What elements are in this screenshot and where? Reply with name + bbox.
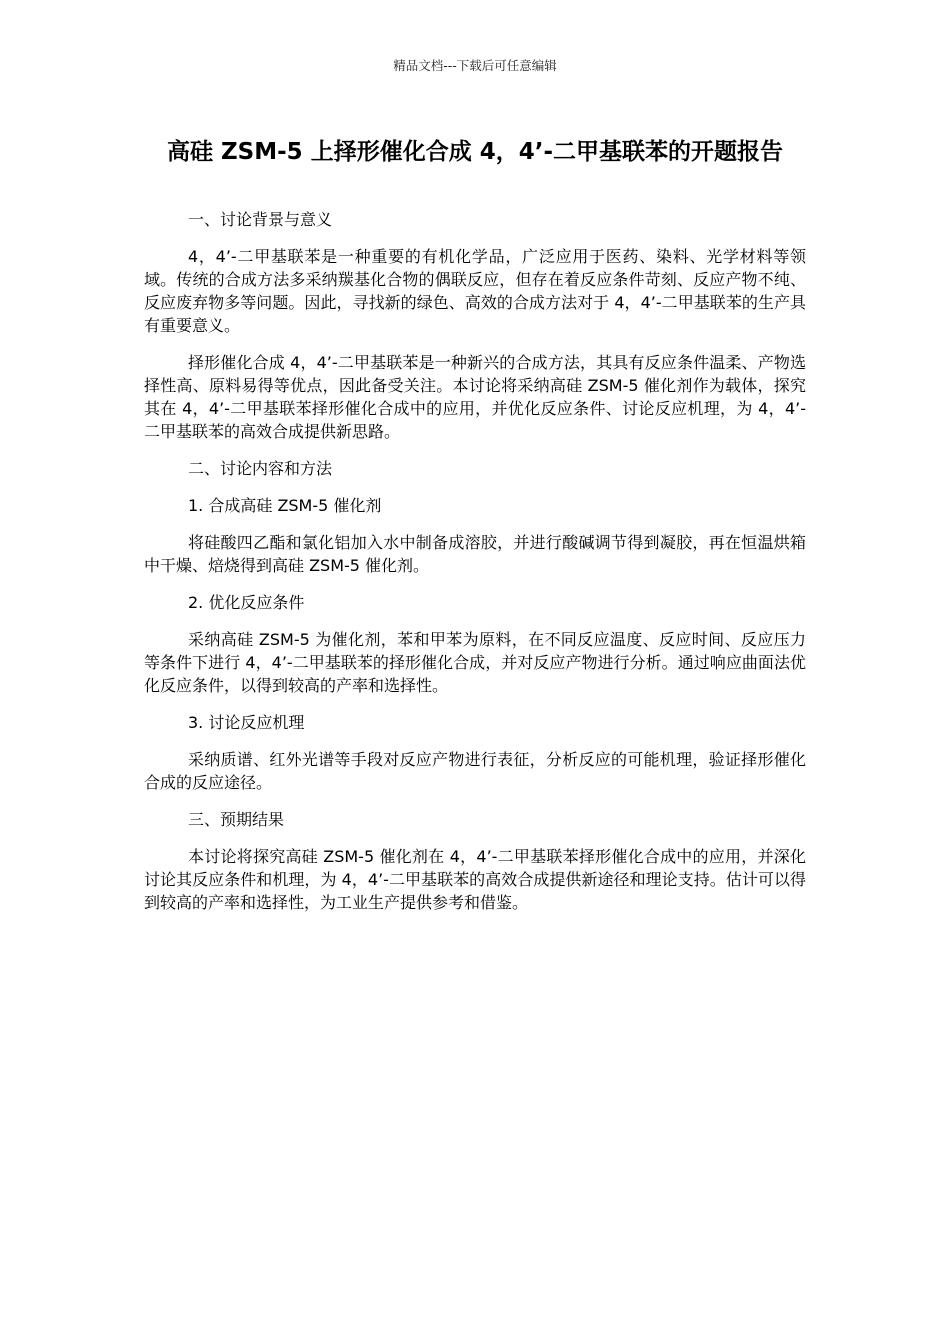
paragraph-expected-results: 本讨论将探究高硅 ZSM-5 催化剂在 4，4’-二甲基联苯择形催化合成中的应用，并深化讨论其反应条件和机理，为 4，4’-二甲基联苯的高效合成提供新途径和理论支持。估计可以得到较高的产率和选择性，为工业生产提供参考和借鉴。 <box>144 847 806 912</box>
paragraph-optimize-conditions: 采纳高硅 ZSM-5 为催化剂，苯和甲苯为原料，在不同反应温度、反应时间、反应压力等条件下进行 4，4’-二甲基联苯的择形催化合成，并对反应产物进行分析。通过响应曲面法优化反应条件，以得到较高的产率和选择性。 <box>144 630 806 695</box>
paragraph-background-1: 4，4’-二甲基联苯是一种重要的有机化学品，广泛应用于医药、染料、光学材料等领域。传统的合成方法多采纳羰基化合物的偶联反应，但存在着反应条件苛刻、反应产物不纯、反应废弃物多等问题。因此，寻找新的绿色、高效的合成方法对于 4，4’-二甲基联苯的生产具有重要意义。 <box>144 247 806 335</box>
document-body <box>144 208 806 928</box>
section-heading-expected-results: 三、预期结果 <box>188 810 285 829</box>
subheading-catalyst-synthesis: 1. 合成高硅 ZSM-5 催化剂 <box>188 496 382 515</box>
paragraph-catalyst-synthesis: 将硅酸四乙酯和氯化铝加入水中制备成溶胶，并进行酸碱调节得到凝胶，再在恒温烘箱中干燥、焙烧得到高硅 ZSM-5 催化剂。 <box>144 533 806 575</box>
subheading-optimize-conditions: 2. 优化反应条件 <box>188 593 305 612</box>
document-title: 高硅 ZSM-5 上择形催化合成 4，4’-二甲基联苯的开题报告 <box>167 139 783 165</box>
paragraph-reaction-mechanism: 采纳质谱、红外光谱等手段对反应产物进行表征，分析反应的可能机理，验证择形催化合成的反应途径。 <box>144 750 806 792</box>
page-header: 精品文档---下载后可任意编辑 <box>393 58 557 73</box>
section-heading-methods: 二、讨论内容和方法 <box>188 459 333 478</box>
paragraph-background-2: 择形催化合成 4，4’-二甲基联苯是一种新兴的合成方法，其具有反应条件温柔、产物选择性高、原料易得等优点，因此备受关注。本讨论将采纳高硅 ZSM-5 催化剂作为载体，探究其在 4，4’-二甲基联苯择形催化合成中的应用，并优化反应条件、讨论反应机理，为 4，4’-二甲基联苯的高效合成提供新思路。 <box>144 353 806 441</box>
subheading-reaction-mechanism: 3. 讨论反应机理 <box>188 713 305 732</box>
section-heading-background: 一、讨论背景与意义 <box>188 210 333 229</box>
